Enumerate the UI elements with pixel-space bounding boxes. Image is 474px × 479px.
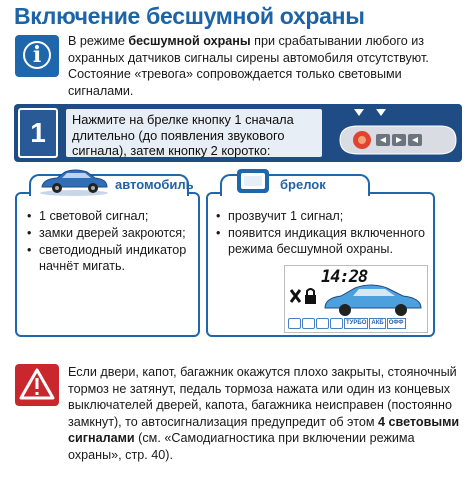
clock-icon bbox=[288, 318, 301, 329]
step-text: Нажмите на брелке кнопку 1 сначала длительно (до появления звукового сигнала), затем кнопку 2 коротко: bbox=[66, 109, 322, 157]
fob-tab bbox=[220, 174, 370, 196]
warning-text-end: (см. «Самодиагностика при включении режима охраны», стр. 40). bbox=[68, 431, 415, 462]
list-item: • замки дверей закроются; bbox=[27, 225, 197, 241]
key-icon bbox=[330, 318, 343, 329]
car-tab-label: автомобиль bbox=[115, 177, 194, 192]
info-paragraph bbox=[68, 33, 468, 99]
list-item: • появится индикация включенного режима бесшумной охраны. bbox=[216, 225, 434, 257]
info-text-end: при срабатывании любого из охранных датчиков сигналы сирены автомобиля отсутствуют. Состояние «тревога» сопровождается только световыми сигналами. bbox=[68, 34, 429, 98]
fob-result-list bbox=[216, 208, 434, 258]
lcd-tag-turbo: ТУРБО bbox=[344, 318, 368, 329]
page-title: Включение бесшумной охраны bbox=[14, 3, 365, 29]
mute-icon bbox=[316, 318, 329, 329]
remote-display-icon bbox=[236, 168, 270, 194]
warning-text-start: Если двери, капот, багажник окажутся плохо закрыты, стояночный тормоз не затянут, педаль тормоза нажата или один из концевых выключателей дверей, капота, багажника неисправен (постоянно замкнут), то автосигнализация предупредит об этом bbox=[68, 365, 457, 429]
fob-result-panel bbox=[206, 177, 435, 337]
lcd-status-icons bbox=[288, 318, 426, 332]
list-item: • прозвучит 1 сигнал; bbox=[216, 208, 434, 224]
car-result-panel bbox=[15, 177, 200, 337]
car-icon bbox=[37, 166, 111, 196]
key-fob-icon bbox=[332, 104, 462, 162]
info-text-bold: бесшумной охраны bbox=[128, 34, 251, 48]
step-instruction-bar bbox=[14, 104, 462, 162]
silent-lock-icon bbox=[289, 286, 319, 306]
hourglass-icon bbox=[302, 318, 315, 329]
lcd-tag-battery: АКБ bbox=[369, 318, 385, 329]
list-item: • светодиодный индикатор начнёт мигать. bbox=[27, 242, 197, 274]
warning-text-bold: 4 световыми сигналами bbox=[68, 414, 460, 446]
car-tab bbox=[29, 174, 194, 196]
warning-paragraph bbox=[68, 364, 468, 464]
car-icon bbox=[321, 280, 425, 318]
info-text-start: В режиме bbox=[68, 34, 129, 48]
list-item: • 1 световой сигнал; bbox=[27, 208, 197, 224]
warning-icon bbox=[15, 364, 59, 406]
info-icon: i bbox=[15, 35, 59, 77]
lcd-tag-off: ОФФ bbox=[387, 318, 406, 329]
car-result-list bbox=[27, 208, 197, 275]
fob-lcd-display bbox=[284, 265, 428, 333]
lcd-time: 14:28 bbox=[321, 267, 368, 287]
step-number: 1 bbox=[18, 108, 58, 158]
fob-tab-label: брелок bbox=[280, 177, 326, 192]
